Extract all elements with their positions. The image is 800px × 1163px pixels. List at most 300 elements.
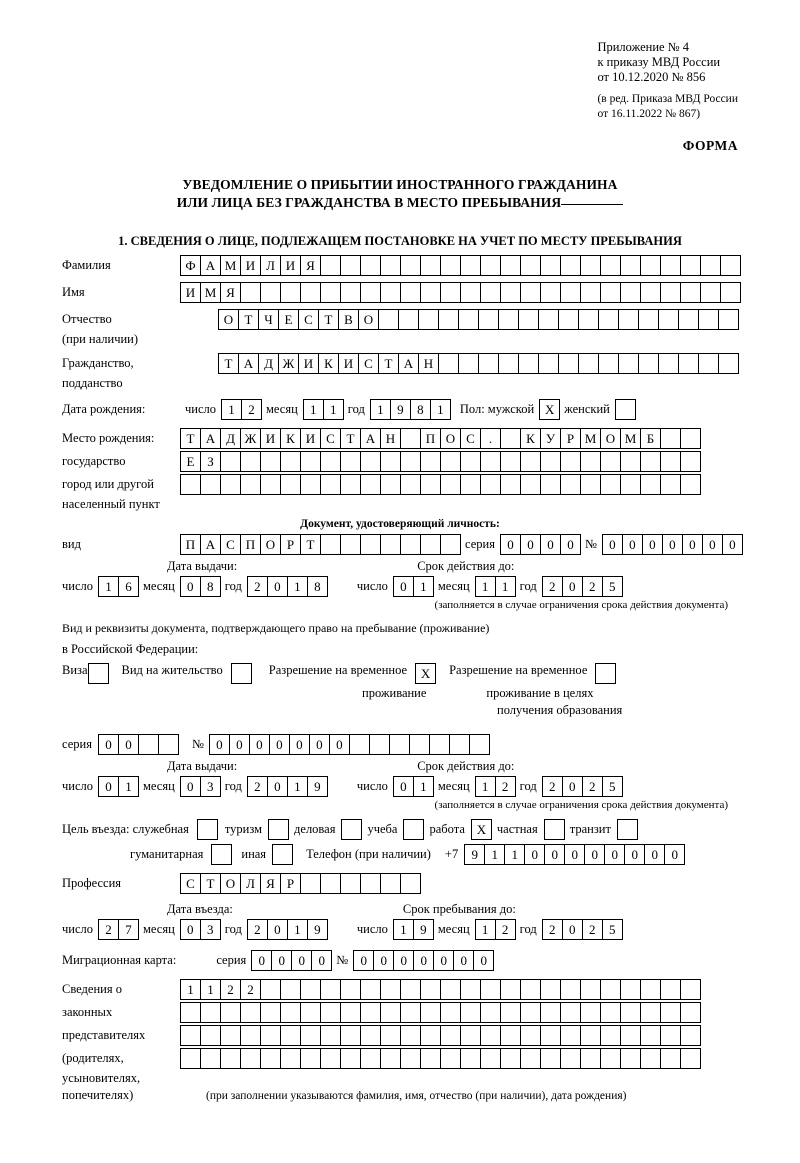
purpose-work-checkbox-cell[interactable]: X bbox=[471, 819, 492, 840]
surname-input-cell[interactable]: Л bbox=[260, 255, 281, 276]
birth-day-input-cell[interactable]: 2 bbox=[241, 399, 262, 420]
permit-valid-day-input-cell[interactable]: 0 bbox=[393, 776, 414, 797]
legal-row2-input-cell[interactable] bbox=[400, 1002, 421, 1023]
purpose-tourism-checkbox[interactable] bbox=[268, 819, 288, 840]
permit-number-input-cell[interactable] bbox=[449, 734, 470, 755]
legal-row4-input-cell[interactable] bbox=[340, 1048, 361, 1069]
surname-input-cell[interactable] bbox=[340, 255, 361, 276]
patronymic-input-cell[interactable] bbox=[538, 309, 559, 330]
birthplace-row3-input-cell[interactable] bbox=[520, 474, 541, 495]
citizenship-input-cell[interactable] bbox=[558, 353, 579, 374]
permit-issue-month-input-cell[interactable]: 3 bbox=[200, 776, 221, 797]
name-input-cell[interactable] bbox=[540, 282, 561, 303]
purpose-transit-checkbox-cell[interactable] bbox=[617, 819, 638, 840]
patronymic-input-cell[interactable] bbox=[478, 309, 499, 330]
legal-row3-input-cell[interactable] bbox=[480, 1025, 501, 1046]
legal-row4-input-cell[interactable] bbox=[440, 1048, 461, 1069]
sex-female-checkbox[interactable] bbox=[615, 399, 635, 420]
name-input-cell[interactable] bbox=[600, 282, 621, 303]
citizenship-input-cell[interactable] bbox=[698, 353, 719, 374]
surname-input-cell[interactable] bbox=[420, 255, 441, 276]
legal-row2-input-cell[interactable] bbox=[240, 1002, 261, 1023]
doc-valid-day-input[interactable] bbox=[393, 576, 433, 597]
citizenship-input-cell[interactable]: А bbox=[398, 353, 419, 374]
phone-input-cell[interactable]: 0 bbox=[524, 844, 545, 865]
legal-row4-input-cell[interactable] bbox=[560, 1048, 581, 1069]
purpose-study-checkbox[interactable] bbox=[403, 819, 423, 840]
birthplace-row2-input-cell[interactable] bbox=[500, 451, 521, 472]
phone-input-cell[interactable]: 0 bbox=[624, 844, 645, 865]
temp-residence-checkbox-cell[interactable]: X bbox=[415, 663, 436, 684]
patronymic-input-cell[interactable] bbox=[698, 309, 719, 330]
legal-row3-input-cell[interactable] bbox=[340, 1025, 361, 1046]
birthplace-row3-input-cell[interactable] bbox=[440, 474, 461, 495]
permit-issue-year-input-cell[interactable]: 9 bbox=[307, 776, 328, 797]
citizenship-input-cell[interactable]: К bbox=[318, 353, 339, 374]
permit-series-input[interactable] bbox=[98, 734, 178, 755]
phone-input-cell[interactable]: 0 bbox=[664, 844, 685, 865]
stay-year-input-cell[interactable]: 5 bbox=[602, 919, 623, 940]
birthplace-row3-input-cell[interactable] bbox=[460, 474, 481, 495]
surname-input-cell[interactable] bbox=[360, 255, 381, 276]
permit-number-input-cell[interactable] bbox=[469, 734, 490, 755]
migration-series-input-cell[interactable]: 0 bbox=[251, 950, 272, 971]
birthplace-row2-input-cell[interactable] bbox=[640, 451, 661, 472]
patronymic-input-cell[interactable] bbox=[438, 309, 459, 330]
phone-input-cell[interactable]: 0 bbox=[584, 844, 605, 865]
citizenship-input-cell[interactable]: Н bbox=[418, 353, 439, 374]
permit-number-input-cell[interactable]: 0 bbox=[209, 734, 230, 755]
surname-input-cell[interactable]: И bbox=[240, 255, 261, 276]
name-input-cell[interactable]: М bbox=[200, 282, 221, 303]
citizenship-input-cell[interactable] bbox=[498, 353, 519, 374]
birth-year-input[interactable] bbox=[370, 399, 450, 420]
entry-day-input-cell[interactable]: 2 bbox=[98, 919, 119, 940]
entry-year-input-cell[interactable]: 2 bbox=[247, 919, 268, 940]
patronymic-input-cell[interactable] bbox=[598, 309, 619, 330]
legal-row2-input-cell[interactable] bbox=[260, 1002, 281, 1023]
birthplace-row1-input-cell[interactable] bbox=[500, 428, 521, 449]
doc-valid-year-input-cell[interactable]: 2 bbox=[542, 576, 563, 597]
permit-number-input-cell[interactable] bbox=[349, 734, 370, 755]
surname-input-cell[interactable]: Я bbox=[300, 255, 321, 276]
birthplace-row2-input-cell[interactable] bbox=[440, 451, 461, 472]
birthplace-row2-input-cell[interactable] bbox=[260, 451, 281, 472]
patronymic-input-cell[interactable]: О bbox=[358, 309, 379, 330]
permit-number-input-cell[interactable]: 0 bbox=[329, 734, 350, 755]
doc-number-input-cell[interactable]: 0 bbox=[602, 534, 623, 555]
birthplace-row1-input-cell[interactable]: Б bbox=[640, 428, 661, 449]
patronymic-input-cell[interactable]: О bbox=[218, 309, 239, 330]
legal-row4-input-cell[interactable] bbox=[500, 1048, 521, 1069]
migration-number-input-cell[interactable]: 0 bbox=[413, 950, 434, 971]
patronymic-input[interactable] bbox=[218, 309, 738, 330]
permit-number-input-cell[interactable]: 0 bbox=[289, 734, 310, 755]
doc-kind-input-cell[interactable] bbox=[420, 534, 441, 555]
legal-row2-input-cell[interactable] bbox=[200, 1002, 221, 1023]
legal-row4-input-cell[interactable] bbox=[320, 1048, 341, 1069]
entry-year-input-cell[interactable]: 1 bbox=[287, 919, 308, 940]
birthplace-row3-input-cell[interactable] bbox=[360, 474, 381, 495]
permit-number-input-cell[interactable]: 0 bbox=[249, 734, 270, 755]
legal-row4-input-cell[interactable] bbox=[540, 1048, 561, 1069]
patronymic-input-cell[interactable]: Т bbox=[238, 309, 259, 330]
legal-row2-input-cell[interactable] bbox=[580, 1002, 601, 1023]
migration-number-input-cell[interactable]: 0 bbox=[473, 950, 494, 971]
birthplace-row1-input-cell[interactable]: М bbox=[580, 428, 601, 449]
doc-issue-year-input-cell[interactable]: 1 bbox=[287, 576, 308, 597]
birthplace-row1-input-cell[interactable]: К bbox=[520, 428, 541, 449]
citizenship-input-cell[interactable] bbox=[478, 353, 499, 374]
birthplace-row2-input-cell[interactable] bbox=[660, 451, 681, 472]
legal-row1-input[interactable] bbox=[180, 979, 700, 1000]
legal-row3-input-cell[interactable] bbox=[320, 1025, 341, 1046]
patronymic-input-cell[interactable]: В bbox=[338, 309, 359, 330]
entry-year-input[interactable] bbox=[247, 919, 327, 940]
doc-issue-year-input[interactable] bbox=[247, 576, 327, 597]
doc-number-input-cell[interactable]: 0 bbox=[662, 534, 683, 555]
name-input-cell[interactable] bbox=[660, 282, 681, 303]
birthplace-row1-input-cell[interactable]: Ж bbox=[240, 428, 261, 449]
patronymic-input-cell[interactable]: С bbox=[298, 309, 319, 330]
birth-year-input-cell[interactable]: 1 bbox=[430, 399, 451, 420]
legal-row1-input-cell[interactable]: 2 bbox=[220, 979, 241, 1000]
entry-day-input[interactable] bbox=[98, 919, 138, 940]
surname-input-cell[interactable] bbox=[380, 255, 401, 276]
legal-row2-input-cell[interactable] bbox=[560, 1002, 581, 1023]
phone-input[interactable] bbox=[464, 844, 684, 865]
legal-row4-input-cell[interactable] bbox=[660, 1048, 681, 1069]
doc-kind-input-cell[interactable] bbox=[380, 534, 401, 555]
surname-input-cell[interactable] bbox=[440, 255, 461, 276]
birthplace-row2-input-cell[interactable] bbox=[240, 451, 261, 472]
name-input-cell[interactable] bbox=[520, 282, 541, 303]
permit-valid-day-input-cell[interactable]: 1 bbox=[413, 776, 434, 797]
legal-row1-input-cell[interactable] bbox=[420, 979, 441, 1000]
birthplace-row1-input-cell[interactable]: М bbox=[620, 428, 641, 449]
purpose-business-checkbox-cell[interactable] bbox=[341, 819, 362, 840]
birthplace-row3-input[interactable] bbox=[180, 474, 700, 495]
birth-month-input-cell[interactable]: 1 bbox=[303, 399, 324, 420]
birthplace-row2-input-cell[interactable] bbox=[560, 451, 581, 472]
patronymic-input-cell[interactable] bbox=[458, 309, 479, 330]
legal-row4-input-cell[interactable] bbox=[460, 1048, 481, 1069]
birthplace-row2-input-cell[interactable] bbox=[340, 451, 361, 472]
birthplace-row3-input-cell[interactable] bbox=[380, 474, 401, 495]
legal-row2-input-cell[interactable] bbox=[180, 1002, 201, 1023]
phone-input-cell[interactable]: 0 bbox=[604, 844, 625, 865]
doc-issue-year-input-cell[interactable]: 0 bbox=[267, 576, 288, 597]
legal-row3-input-cell[interactable] bbox=[420, 1025, 441, 1046]
doc-valid-year-input-cell[interactable]: 2 bbox=[582, 576, 603, 597]
purpose-humanitarian-checkbox[interactable] bbox=[211, 844, 231, 865]
migration-series-input-cell[interactable]: 0 bbox=[291, 950, 312, 971]
legal-row3-input-cell[interactable] bbox=[520, 1025, 541, 1046]
birthplace-row2-input-cell[interactable] bbox=[520, 451, 541, 472]
name-input-cell[interactable] bbox=[500, 282, 521, 303]
legal-row3-input-cell[interactable] bbox=[580, 1025, 601, 1046]
legal-row2-input-cell[interactable] bbox=[660, 1002, 681, 1023]
birthplace-row3-input-cell[interactable] bbox=[660, 474, 681, 495]
legal-row2-input-cell[interactable] bbox=[420, 1002, 441, 1023]
birthplace-row1-input-cell[interactable]: О bbox=[440, 428, 461, 449]
birthplace-row3-input-cell[interactable] bbox=[500, 474, 521, 495]
patronymic-input-cell[interactable] bbox=[378, 309, 399, 330]
legal-row3-input-cell[interactable] bbox=[680, 1025, 701, 1046]
citizenship-input-cell[interactable] bbox=[518, 353, 539, 374]
permit-number-input-cell[interactable] bbox=[389, 734, 410, 755]
patronymic-input-cell[interactable] bbox=[418, 309, 439, 330]
legal-row4-input-cell[interactable] bbox=[180, 1048, 201, 1069]
birthplace-row3-input-cell[interactable] bbox=[260, 474, 281, 495]
permit-issue-day-input-cell[interactable]: 0 bbox=[98, 776, 119, 797]
birth-month-input[interactable] bbox=[303, 399, 343, 420]
purpose-private-checkbox[interactable] bbox=[544, 819, 564, 840]
migration-series-input-cell[interactable]: 0 bbox=[271, 950, 292, 971]
permit-issue-year-input-cell[interactable]: 0 bbox=[267, 776, 288, 797]
citizenship-input-cell[interactable]: Т bbox=[378, 353, 399, 374]
birthplace-row2-input-cell[interactable] bbox=[580, 451, 601, 472]
legal-row3-input-cell[interactable] bbox=[560, 1025, 581, 1046]
citizenship-input-cell[interactable] bbox=[678, 353, 699, 374]
birthplace-row2-input-cell[interactable] bbox=[460, 451, 481, 472]
legal-row2-input-cell[interactable] bbox=[640, 1002, 661, 1023]
legal-row1-input-cell[interactable] bbox=[500, 979, 521, 1000]
doc-valid-month-input[interactable] bbox=[475, 576, 515, 597]
purpose-business-checkbox[interactable] bbox=[341, 819, 361, 840]
birthplace-row3-input-cell[interactable] bbox=[280, 474, 301, 495]
temp-residence-checkbox[interactable] bbox=[415, 663, 435, 684]
legal-row3-input-cell[interactable] bbox=[240, 1025, 261, 1046]
legal-row1-input-cell[interactable] bbox=[440, 979, 461, 1000]
citizenship-input-cell[interactable] bbox=[638, 353, 659, 374]
phone-input-cell[interactable]: 0 bbox=[544, 844, 565, 865]
migration-number-input-cell[interactable]: 0 bbox=[433, 950, 454, 971]
name-input-cell[interactable] bbox=[700, 282, 721, 303]
legal-row4-input-cell[interactable] bbox=[260, 1048, 281, 1069]
birth-day-input[interactable] bbox=[221, 399, 261, 420]
legal-row2-input-cell[interactable] bbox=[500, 1002, 521, 1023]
legal-row4-input-cell[interactable] bbox=[400, 1048, 421, 1069]
birthplace-row3-input-cell[interactable] bbox=[480, 474, 501, 495]
birthplace-row2-input-cell[interactable] bbox=[620, 451, 641, 472]
doc-number-input-cell[interactable]: 0 bbox=[682, 534, 703, 555]
surname-input-cell[interactable] bbox=[580, 255, 601, 276]
birthplace-row1-input-cell[interactable]: О bbox=[600, 428, 621, 449]
legal-row1-input-cell[interactable] bbox=[540, 979, 561, 1000]
citizenship-input-cell[interactable] bbox=[718, 353, 739, 374]
legal-row1-input-cell[interactable] bbox=[520, 979, 541, 1000]
surname-input-cell[interactable] bbox=[700, 255, 721, 276]
residence-checkbox[interactable] bbox=[231, 663, 251, 684]
patronymic-input-cell[interactable] bbox=[578, 309, 599, 330]
purpose-other-checkbox-cell[interactable] bbox=[272, 844, 293, 865]
doc-issue-month-input-cell[interactable]: 8 bbox=[200, 576, 221, 597]
name-input-cell[interactable]: И bbox=[180, 282, 201, 303]
birthplace-row3-input-cell[interactable] bbox=[240, 474, 261, 495]
legal-row4-input-cell[interactable] bbox=[200, 1048, 221, 1069]
purpose-work-checkbox[interactable] bbox=[471, 819, 491, 840]
birthplace-row3-input-cell[interactable] bbox=[220, 474, 241, 495]
migration-number-input-cell[interactable]: 0 bbox=[353, 950, 374, 971]
surname-input-cell[interactable] bbox=[680, 255, 701, 276]
legal-row3-input-cell[interactable] bbox=[400, 1025, 421, 1046]
profession-input-cell[interactable] bbox=[400, 873, 421, 894]
profession-input-cell[interactable] bbox=[340, 873, 361, 894]
birthplace-row2-input-cell[interactable]: З bbox=[200, 451, 221, 472]
citizenship-input-cell[interactable] bbox=[658, 353, 679, 374]
legal-row4-input-cell[interactable] bbox=[360, 1048, 381, 1069]
name-input-cell[interactable] bbox=[360, 282, 381, 303]
legal-row4-input-cell[interactable] bbox=[480, 1048, 501, 1069]
birthplace-row3-input-cell[interactable] bbox=[580, 474, 601, 495]
entry-year-input-cell[interactable]: 9 bbox=[307, 919, 328, 940]
doc-series-input-cell[interactable]: 0 bbox=[520, 534, 541, 555]
doc-number-input-cell[interactable]: 0 bbox=[642, 534, 663, 555]
profession-input-cell[interactable] bbox=[360, 873, 381, 894]
name-input-cell[interactable] bbox=[560, 282, 581, 303]
birthplace-row2-input-cell[interactable] bbox=[420, 451, 441, 472]
legal-row1-input-cell[interactable] bbox=[360, 979, 381, 1000]
doc-number-input-cell[interactable]: 0 bbox=[622, 534, 643, 555]
migration-number-input-cell[interactable]: 0 bbox=[453, 950, 474, 971]
stay-year-input-cell[interactable]: 2 bbox=[542, 919, 563, 940]
legal-row4-input-cell[interactable] bbox=[620, 1048, 641, 1069]
permit-valid-day-input[interactable] bbox=[393, 776, 433, 797]
legal-row4-input-cell[interactable] bbox=[580, 1048, 601, 1069]
legal-row2-input-cell[interactable] bbox=[300, 1002, 321, 1023]
migration-series-input[interactable] bbox=[251, 950, 331, 971]
surname-input-cell[interactable] bbox=[400, 255, 421, 276]
doc-kind-input-cell[interactable]: О bbox=[260, 534, 281, 555]
doc-valid-year-input-cell[interactable]: 0 bbox=[562, 576, 583, 597]
purpose-transit-checkbox[interactable] bbox=[617, 819, 637, 840]
legal-row3-input-cell[interactable] bbox=[620, 1025, 641, 1046]
surname-input-cell[interactable] bbox=[720, 255, 741, 276]
name-input-cell[interactable] bbox=[260, 282, 281, 303]
migration-number-input-cell[interactable]: 0 bbox=[393, 950, 414, 971]
citizenship-input-cell[interactable]: С bbox=[358, 353, 379, 374]
permit-number-input-cell[interactable]: 0 bbox=[229, 734, 250, 755]
permit-valid-year-input-cell[interactable]: 5 bbox=[602, 776, 623, 797]
legal-row4-input[interactable] bbox=[180, 1048, 700, 1069]
legal-row1-input-cell[interactable] bbox=[580, 979, 601, 1000]
doc-series-input[interactable] bbox=[500, 534, 580, 555]
surname-input-cell[interactable] bbox=[500, 255, 521, 276]
patronymic-input-cell[interactable] bbox=[618, 309, 639, 330]
stay-month-input[interactable] bbox=[475, 919, 515, 940]
surname-input-cell[interactable]: М bbox=[220, 255, 241, 276]
surname-input-cell[interactable]: И bbox=[280, 255, 301, 276]
name-input-cell[interactable] bbox=[640, 282, 661, 303]
surname-input-cell[interactable] bbox=[480, 255, 501, 276]
surname-input-cell[interactable] bbox=[540, 255, 561, 276]
stay-year-input-cell[interactable]: 0 bbox=[562, 919, 583, 940]
phone-input-cell[interactable]: 9 bbox=[464, 844, 485, 865]
doc-kind-input-cell[interactable]: А bbox=[200, 534, 221, 555]
legal-row1-input-cell[interactable] bbox=[640, 979, 661, 1000]
surname-input-cell[interactable] bbox=[460, 255, 481, 276]
legal-row4-input-cell[interactable] bbox=[380, 1048, 401, 1069]
doc-series-input-cell[interactable]: 0 bbox=[500, 534, 521, 555]
permit-number-input-cell[interactable] bbox=[369, 734, 390, 755]
permit-valid-year-input[interactable] bbox=[542, 776, 622, 797]
name-input-cell[interactable] bbox=[440, 282, 461, 303]
doc-valid-day-input-cell[interactable]: 0 bbox=[393, 576, 414, 597]
stay-month-input-cell[interactable]: 1 bbox=[475, 919, 496, 940]
legal-row3-input-cell[interactable] bbox=[180, 1025, 201, 1046]
birthplace-row1-input-cell[interactable]: К bbox=[280, 428, 301, 449]
legal-row4-input-cell[interactable] bbox=[640, 1048, 661, 1069]
doc-kind-input-cell[interactable]: П bbox=[180, 534, 201, 555]
sex-female-checkbox-cell[interactable] bbox=[615, 399, 636, 420]
name-input-cell[interactable] bbox=[320, 282, 341, 303]
birthplace-row2-input-cell[interactable] bbox=[540, 451, 561, 472]
name-input-cell[interactable]: Я bbox=[220, 282, 241, 303]
legal-row3-input-cell[interactable] bbox=[220, 1025, 241, 1046]
stay-day-input[interactable] bbox=[393, 919, 433, 940]
doc-kind-input[interactable] bbox=[180, 534, 460, 555]
stay-day-input-cell[interactable]: 1 bbox=[393, 919, 414, 940]
profession-input-cell[interactable] bbox=[300, 873, 321, 894]
phone-input-cell[interactable]: 0 bbox=[564, 844, 585, 865]
legal-row1-input-cell[interactable]: 1 bbox=[200, 979, 221, 1000]
doc-issue-day-input-cell[interactable]: 6 bbox=[118, 576, 139, 597]
name-input-cell[interactable] bbox=[280, 282, 301, 303]
legal-row4-input-cell[interactable] bbox=[520, 1048, 541, 1069]
birthplace-row3-input-cell[interactable] bbox=[620, 474, 641, 495]
birthplace-row3-input-cell[interactable] bbox=[340, 474, 361, 495]
birthplace-row2-input-cell[interactable] bbox=[400, 451, 421, 472]
birthplace-row3-input-cell[interactable] bbox=[200, 474, 221, 495]
entry-month-input-cell[interactable]: 3 bbox=[200, 919, 221, 940]
visa-checkbox[interactable] bbox=[88, 663, 108, 684]
permit-number-input-cell[interactable] bbox=[409, 734, 430, 755]
purpose-private-checkbox-cell[interactable] bbox=[544, 819, 565, 840]
entry-year-input-cell[interactable]: 0 bbox=[267, 919, 288, 940]
profession-input[interactable] bbox=[180, 873, 420, 894]
birthplace-row2-input-cell[interactable] bbox=[280, 451, 301, 472]
birthplace-row1-input-cell[interactable]: А bbox=[360, 428, 381, 449]
doc-valid-year-input[interactable] bbox=[542, 576, 622, 597]
sex-male-checkbox[interactable] bbox=[539, 399, 559, 420]
doc-series-input-cell[interactable]: 0 bbox=[560, 534, 581, 555]
legal-row2-input[interactable] bbox=[180, 1002, 700, 1023]
name-input-cell[interactable] bbox=[680, 282, 701, 303]
permit-series-input-cell[interactable]: 0 bbox=[118, 734, 139, 755]
patronymic-input-cell[interactable] bbox=[658, 309, 679, 330]
birthplace-row3-input-cell[interactable] bbox=[180, 474, 201, 495]
surname-input-cell[interactable]: А bbox=[200, 255, 221, 276]
legal-row1-input-cell[interactable] bbox=[620, 979, 641, 1000]
name-input-cell[interactable] bbox=[420, 282, 441, 303]
legal-row1-input-cell[interactable] bbox=[340, 979, 361, 1000]
legal-row4-input-cell[interactable] bbox=[240, 1048, 261, 1069]
surname-input-cell[interactable] bbox=[660, 255, 681, 276]
legal-row1-input-cell[interactable] bbox=[260, 979, 281, 1000]
surname-input-cell[interactable]: Ф bbox=[180, 255, 201, 276]
birth-year-input-cell[interactable]: 1 bbox=[370, 399, 391, 420]
doc-valid-month-input-cell[interactable]: 1 bbox=[475, 576, 496, 597]
permit-series-input-cell[interactable] bbox=[158, 734, 179, 755]
purpose-service-checkbox-cell[interactable] bbox=[197, 819, 218, 840]
birthplace-row2-input-cell[interactable] bbox=[360, 451, 381, 472]
permit-series-input-cell[interactable]: 0 bbox=[98, 734, 119, 755]
legal-row3-input-cell[interactable] bbox=[380, 1025, 401, 1046]
patronymic-input-cell[interactable] bbox=[718, 309, 739, 330]
permit-issue-year-input-cell[interactable]: 1 bbox=[287, 776, 308, 797]
doc-valid-year-input-cell[interactable]: 5 bbox=[602, 576, 623, 597]
